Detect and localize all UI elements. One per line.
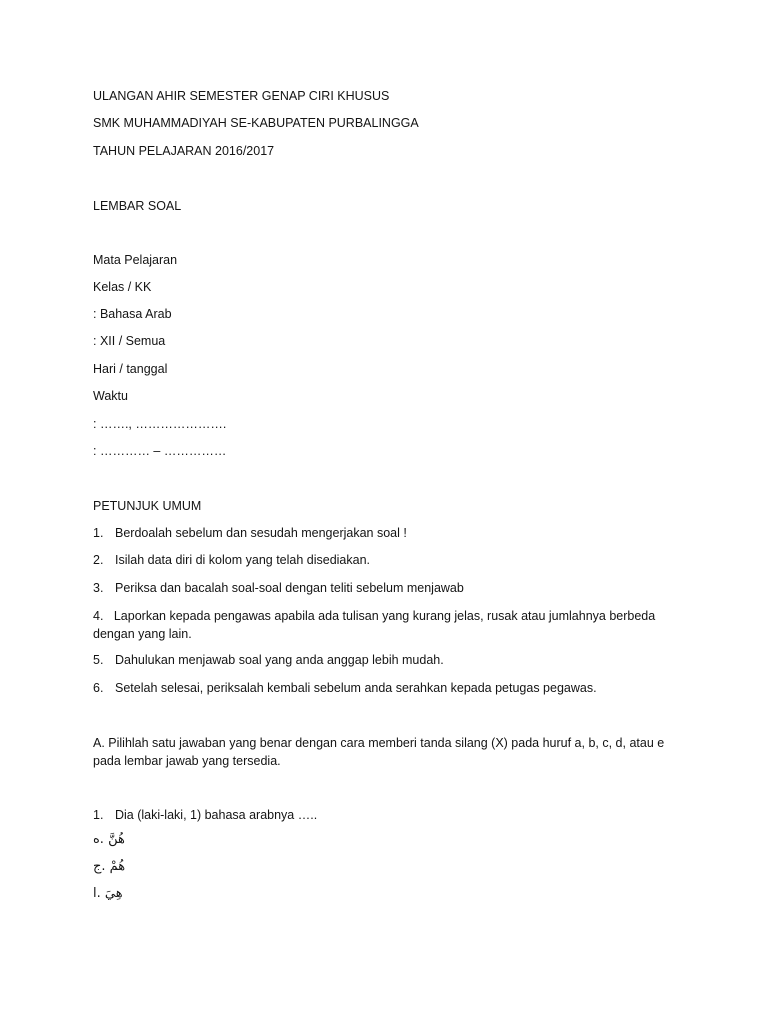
instruction-text: Periksa dan bacalah soal-soal dengan teliti sebelum menjawab	[115, 581, 464, 595]
answer-option-a: هِيَ .ا	[93, 886, 123, 901]
section-a-instruction: A. Pilihlah satu jawaban yang benar dengan cara memberi tanda silang (X) pada huruf a, b, c, d, atau e pada lembar jawab yang tersedia.	[93, 736, 665, 768]
instructions-title: PETUNJUK UMUM	[93, 499, 202, 513]
day-label: Hari / tanggal	[93, 362, 168, 376]
instruction-item	[93, 552, 370, 569]
instruction-number: 5.	[93, 653, 104, 667]
instruction-item	[93, 652, 444, 669]
instruction-item	[93, 680, 597, 697]
instruction-number: 4.	[93, 609, 104, 623]
sheet-title: LEMBAR SOAL	[93, 199, 182, 213]
answer-option-e: هُنَّ .ه	[93, 832, 125, 847]
instruction-item	[93, 525, 407, 542]
class-label: Kelas / KK	[93, 280, 152, 294]
time-value: : ………… – ……………	[93, 444, 227, 458]
subject-value: : Bahasa Arab	[93, 307, 172, 321]
instruction-text: Dahulukan menjawab soal yang anda anggap lebih mudah.	[115, 653, 444, 667]
day-value: : ……., ………………….	[93, 417, 227, 431]
instruction-text: Laporkan kepada pengawas apabila ada tulisan yang kurang jelas, rusak atau jumlahnya berbeda dengan yang lain.	[93, 609, 656, 641]
instruction-text: Berdoalah sebelum dan sesudah mengerjakan soal !	[115, 526, 407, 540]
subject-label: Mata Pelajaran	[93, 253, 178, 267]
instruction-number: 6.	[93, 681, 104, 695]
instruction-number: 2.	[93, 553, 104, 567]
question-1	[93, 807, 317, 824]
instruction-number: 3.	[93, 581, 104, 595]
instruction-item	[93, 607, 683, 643]
exam-header-line1: ULANGAN AHIR SEMESTER GENAP CIRI KHUSUS	[93, 89, 390, 103]
instruction-item	[93, 580, 464, 597]
class-value: : XII / Semua	[93, 334, 166, 348]
question-text: Dia (laki-laki, 1) bahasa arabnya …..	[115, 808, 318, 822]
exam-header-line3: TAHUN PELAJARAN 2016/2017	[93, 144, 275, 158]
instruction-text: Setelah selesai, periksalah kembali sebelum anda serahkan kepada petugas pegawas.	[115, 681, 597, 695]
instruction-number: 1.	[93, 526, 104, 540]
question-number: 1.	[93, 808, 104, 822]
time-label: Waktu	[93, 389, 128, 403]
answer-option-c: هُمْ .ج	[93, 859, 126, 874]
exam-header-line2: SMK MUHAMMADIYAH SE-KABUPATEN PURBALINGGA	[93, 116, 419, 130]
instruction-text: Isilah data diri di kolom yang telah disediakan.	[115, 553, 371, 567]
